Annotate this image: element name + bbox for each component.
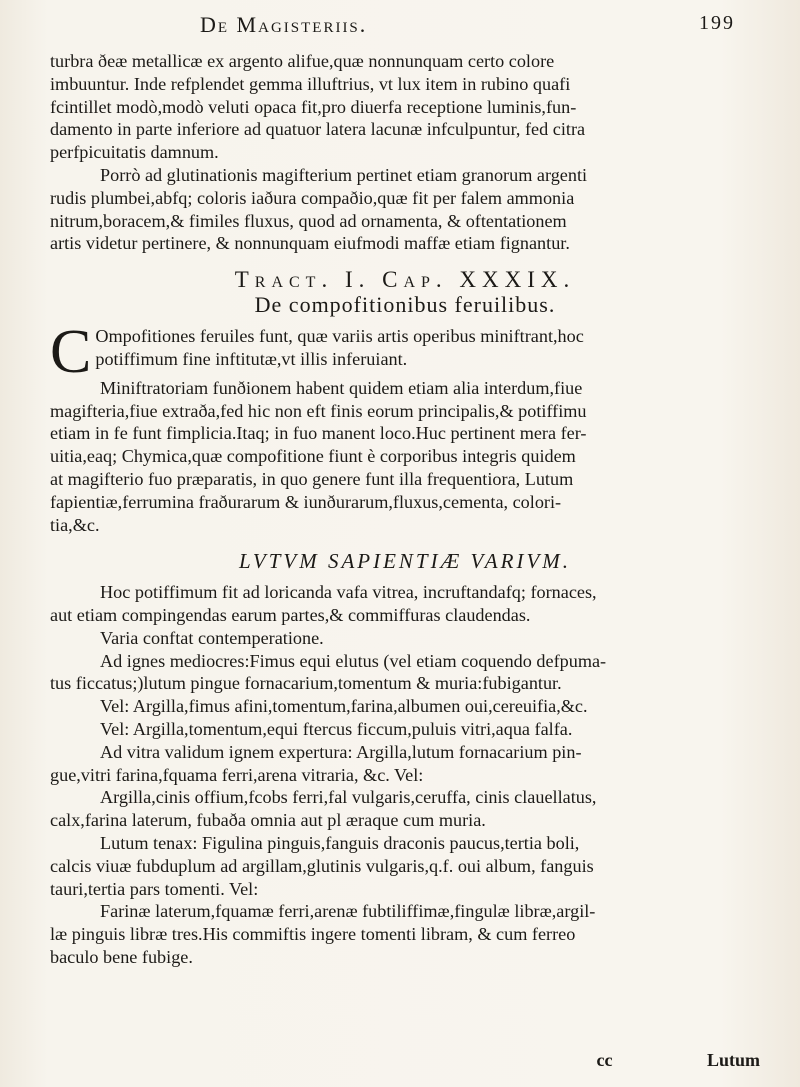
text-line: perfpicuitatis damnum. xyxy=(50,142,219,163)
text-line: magifteria,fiue extraða,fed hic non eft finis eorum principalis,& potiffimu xyxy=(50,400,587,421)
catchword: Lutum xyxy=(706,1050,760,1070)
text-line: Argilla,cinis offium,fcobs ferri,fal vulgaris,ceruffa, cinis clauellatus, xyxy=(100,787,597,808)
text-line: Varia conftat contemperatione. xyxy=(100,627,324,648)
chapter-text xyxy=(50,317,760,537)
text-line: etiam in fe funt fimplicia.Itaq; in fuo manent loco.Huc pertinent mera fer- xyxy=(50,423,587,444)
text-line: tia,&c. xyxy=(50,514,100,535)
text-line: aut etiam compingendas earum partes,& commiffuras claudendas. xyxy=(50,604,531,625)
text-line: fcintillet modò,modò veluti opaca fit,pro diuerfa receptione luminis,fun- xyxy=(50,96,577,117)
text-line: nitrum,boracem,& fimiles fluxus, quod ad ornamenta, & oftentationem xyxy=(50,210,567,231)
text-line: calcis viuæ fubduplum ad argillam,glutinis vulgaris,q.f. oui album, fanguis xyxy=(50,855,594,876)
text-line: uitia,eaq; Chymica,quæ compofitione fiunt è corporibus integris quidem xyxy=(50,446,576,467)
running-head xyxy=(0,4,800,44)
text-line: tauri,tertia pars tomenti. Vel: xyxy=(50,878,259,899)
text-line: turbra ðeæ metallicæ ex argento alifue,quæ nonnunquam certo colore xyxy=(50,51,555,71)
text-line: baculo bene fubige. xyxy=(50,946,193,967)
text-line: artis videtur pertinere, & nonnunquam eiufmodi maffæ etiam fignantur. xyxy=(50,233,570,254)
running-title: De Magisteriis. xyxy=(200,12,368,37)
text-line: rudis plumbei,abfq; coloris iaðura compaðio,quæ fit per falem ammonia xyxy=(50,187,575,208)
page-number: 199 xyxy=(699,12,735,34)
chapter-heading: De compofitionibus feruilibus. xyxy=(254,291,556,317)
text-line: Ompofitiones feruiles funt, quæ variis artis operibus miniftrant,hoc xyxy=(95,325,584,346)
text-line: Hoc potiffimum fit ad loricanda vafa vitrea, incruftandafq; fornaces, xyxy=(100,582,597,603)
catchword-line xyxy=(597,1050,761,1071)
text-line: calx,farina laterum, fubaða omnia aut pl æraque cum muria. xyxy=(50,810,486,831)
text-line: imbuuntur. Inde refplendet gemma illuftrius, vt lux item in rubino quafi xyxy=(50,73,571,94)
tract-heading: Tract. I. Cap. XXXIX. xyxy=(234,267,576,293)
section-title: LVTVM SAPIENTIÆ VARIVM. xyxy=(238,549,572,574)
drop-capital: C xyxy=(50,317,92,386)
text-line: Lutum tenax: Figulina pinguis,fanguis draconis paucus,tertia boli, xyxy=(100,832,580,853)
text-line: Porrò ad glutinationis magifterium pertinet etiam granorum argenti xyxy=(100,164,588,185)
text-line: Miniftratoriam funðionem habent quidem etiam alia interdum,fiue xyxy=(100,377,583,398)
text-line: tus ficcatus;)lutum pingue fornacarium,tomentum & muria:fubigantur. xyxy=(50,673,562,694)
text-line: Vel: Argilla,tomentum,equi ftercus ficcum,puluis vitri,aqua falfa. xyxy=(100,718,573,739)
page-body xyxy=(50,50,760,969)
text-line: læ pinguis libræ tres.His commiftis ingere tomenti libram, & cum ferreo xyxy=(50,924,576,945)
text-line: at magifterio fuo præparatis, in quo genere funt illa frequentiora, Lutum xyxy=(50,468,574,489)
signature-mark: cc xyxy=(596,1050,613,1070)
text-line: gue,vitri farina,fquama ferri,arena vitraria, &c. Vel: xyxy=(50,764,424,785)
text-line: fapientiæ,ferrumina fraðurarum & iunðurarum,fluxus,cementa, colori- xyxy=(50,491,562,512)
opening-text xyxy=(50,50,760,255)
text-line: Vel: Argilla,fimus afini,tomentum,farina,albumen oui,cereuifia,&c. xyxy=(100,696,588,717)
text-line: Ad vitra validum ignem expertura: Argilla,lutum fornacarium pin- xyxy=(100,741,582,762)
text-line: Ad ignes mediocres:Fimus equi elutus (vel etiam coquendo defpuma- xyxy=(100,650,607,671)
text-line: Farinæ laterum,fquamæ ferri,arenæ fubtiliffimæ,fingulæ libræ,argil- xyxy=(100,901,596,922)
text-line: damento in parte inferiore ad quatuor latera lacunæ infculpuntur, fed citra xyxy=(50,119,586,140)
text-line: potiffimum fine inftitutæ,vt illis inferuiant. xyxy=(95,348,408,369)
lutum-text xyxy=(50,581,760,969)
